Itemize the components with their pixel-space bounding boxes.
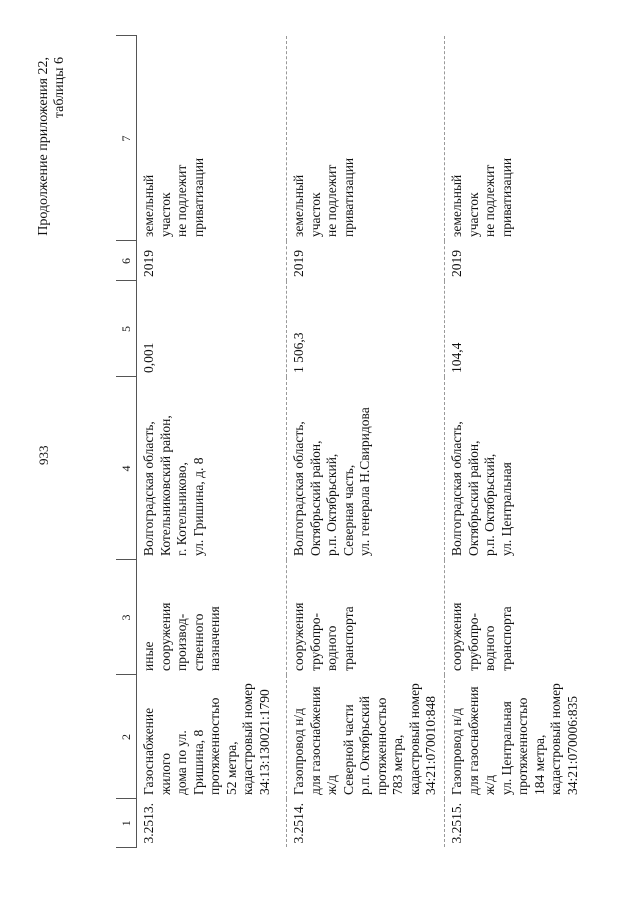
object-name-line: протяженностью [207, 697, 222, 795]
object-address-line: ул. Центральная [498, 462, 514, 556]
object-name-line: дома по ул. Гришина, 8 [174, 729, 206, 795]
object-name-line: Газоснабжение жилого [141, 707, 173, 795]
object-name-line: 34:21:070010:848 [423, 695, 438, 795]
object-name-line: протяженностью [373, 697, 389, 795]
object-name-line: кадастровый номер [406, 683, 422, 795]
object-name-line: ул. Центральная [498, 701, 514, 795]
object-type-cell [137, 560, 287, 675]
object-name-line: 184 метра, [531, 734, 547, 795]
row-number-cell [137, 799, 287, 848]
object-type-line: сооружения [449, 602, 464, 671]
table-row [445, 36, 591, 848]
object-type-line: назначения [207, 606, 222, 671]
object-year: 2019 [141, 250, 156, 277]
object-name-line: кадастровый номер [548, 683, 563, 795]
object-value-cell [137, 281, 287, 377]
row-number: 3.2515. [449, 803, 464, 844]
object-address-cell [287, 377, 445, 560]
object-note-cell [445, 36, 591, 241]
object-name-line: 34:21:070006:835 [564, 695, 580, 795]
object-address-line: ул. Гришина, д. 8 [190, 457, 206, 556]
object-type-line: иные [141, 641, 156, 671]
object-name-line: 34:13:130021:1790 [256, 689, 272, 795]
table-row [137, 36, 287, 848]
object-note-line: не подлежит [174, 164, 189, 237]
object-note-line: приватизации [340, 157, 356, 237]
heading-line-2: таблицы 6 [52, 57, 67, 119]
object-name-line: 52 метра, [223, 741, 239, 795]
object-name-cell [445, 675, 591, 799]
row-number-cell [445, 799, 591, 848]
data-table [116, 36, 591, 849]
object-value-cell [445, 281, 591, 377]
table-row [287, 36, 445, 848]
object-name-line: Северной части [340, 704, 356, 795]
object-note-cell [137, 36, 287, 241]
object-note-line: приватизации [190, 157, 206, 237]
object-type-line: трубопро- [465, 612, 481, 671]
table-heading [36, 57, 68, 283]
object-address-line: Волгоградская область, [449, 421, 464, 556]
object-type-line: производ- [174, 613, 189, 671]
page-number: 933 [36, 445, 51, 465]
object-name-line: 783 метра, [390, 734, 405, 795]
object-value: 1 506,3 [291, 332, 306, 373]
object-address-line: р.п. Октябрьский, [324, 453, 339, 556]
object-year-cell [287, 241, 445, 281]
column-number-row [116, 36, 137, 848]
object-name-line: р.п. Октябрьский [357, 696, 372, 795]
object-type-cell [445, 560, 591, 675]
object-note-line: участок [465, 192, 481, 237]
object-name-line: Газопровод н/д [291, 708, 306, 795]
object-name-line: протяженностью [515, 697, 530, 795]
object-address-cell [137, 377, 287, 560]
object-note-line: земельный [141, 174, 156, 237]
object-type-line: ственного [190, 613, 206, 671]
object-note-line: не подлежит [324, 164, 339, 237]
object-note-line: не подлежит [482, 164, 497, 237]
object-type-line: водного [482, 625, 497, 671]
column-header: 4 [116, 377, 137, 560]
object-address-line: Октябрьский район, [307, 440, 323, 556]
object-name-line: для газоснабжения ж/д [465, 686, 497, 795]
object-value: 0,001 [141, 342, 156, 373]
object-year: 2019 [291, 250, 306, 277]
object-type-cell [287, 560, 445, 675]
object-note-cell [287, 36, 445, 241]
column-header: 1 [116, 799, 137, 848]
row-number: 3.2514. [291, 803, 306, 844]
object-address-line: р.п. Октябрьский, [482, 453, 497, 556]
object-note-line: земельный [449, 174, 464, 237]
column-header: 7 [116, 36, 137, 241]
object-note-line: приватизации [498, 157, 514, 237]
object-type-line: трубопро- [307, 612, 323, 671]
row-number-cell [287, 799, 445, 848]
object-name-line: Газопровод н/д [449, 708, 464, 795]
object-name-line: для газоснабжения ж/д [307, 686, 339, 795]
heading-line-1: Продолжение приложения 22, [36, 57, 51, 236]
object-year-cell [137, 241, 287, 281]
object-type-line: сооружения [291, 602, 306, 671]
object-type-line: транспорта [340, 606, 356, 671]
object-year: 2019 [449, 250, 464, 277]
object-address-line: Котельниковский район, [157, 415, 173, 556]
column-header: 3 [116, 560, 137, 675]
object-note-line: участок [157, 192, 173, 237]
object-name-cell [287, 675, 445, 799]
object-name-cell [137, 675, 287, 799]
object-value-cell [287, 281, 445, 377]
object-year-cell [445, 241, 591, 281]
object-type-line: сооружения [157, 602, 173, 671]
object-type-line: транспорта [498, 606, 514, 671]
object-address-line: Октябрьский район, [465, 440, 481, 556]
object-address-line: Северная часть, [340, 464, 356, 556]
object-name-line: кадастровый номер [240, 683, 255, 795]
object-address-cell [445, 377, 591, 560]
object-value: 104,4 [449, 342, 464, 373]
object-note-line: участок [307, 192, 323, 237]
object-address-line: г. Котельниково, [174, 462, 189, 556]
object-address-line: ул. генерала Н.Свиридова [357, 407, 372, 556]
object-address-line: Волгоградская область, [291, 421, 306, 556]
object-address-line: Волгоградская область, [141, 421, 156, 556]
column-header: 6 [116, 241, 137, 281]
column-header: 5 [116, 281, 137, 377]
object-note-line: земельный [291, 174, 306, 237]
object-type-line: водного [324, 625, 339, 671]
column-header: 2 [116, 675, 137, 799]
row-number: 3.2513. [141, 803, 156, 844]
